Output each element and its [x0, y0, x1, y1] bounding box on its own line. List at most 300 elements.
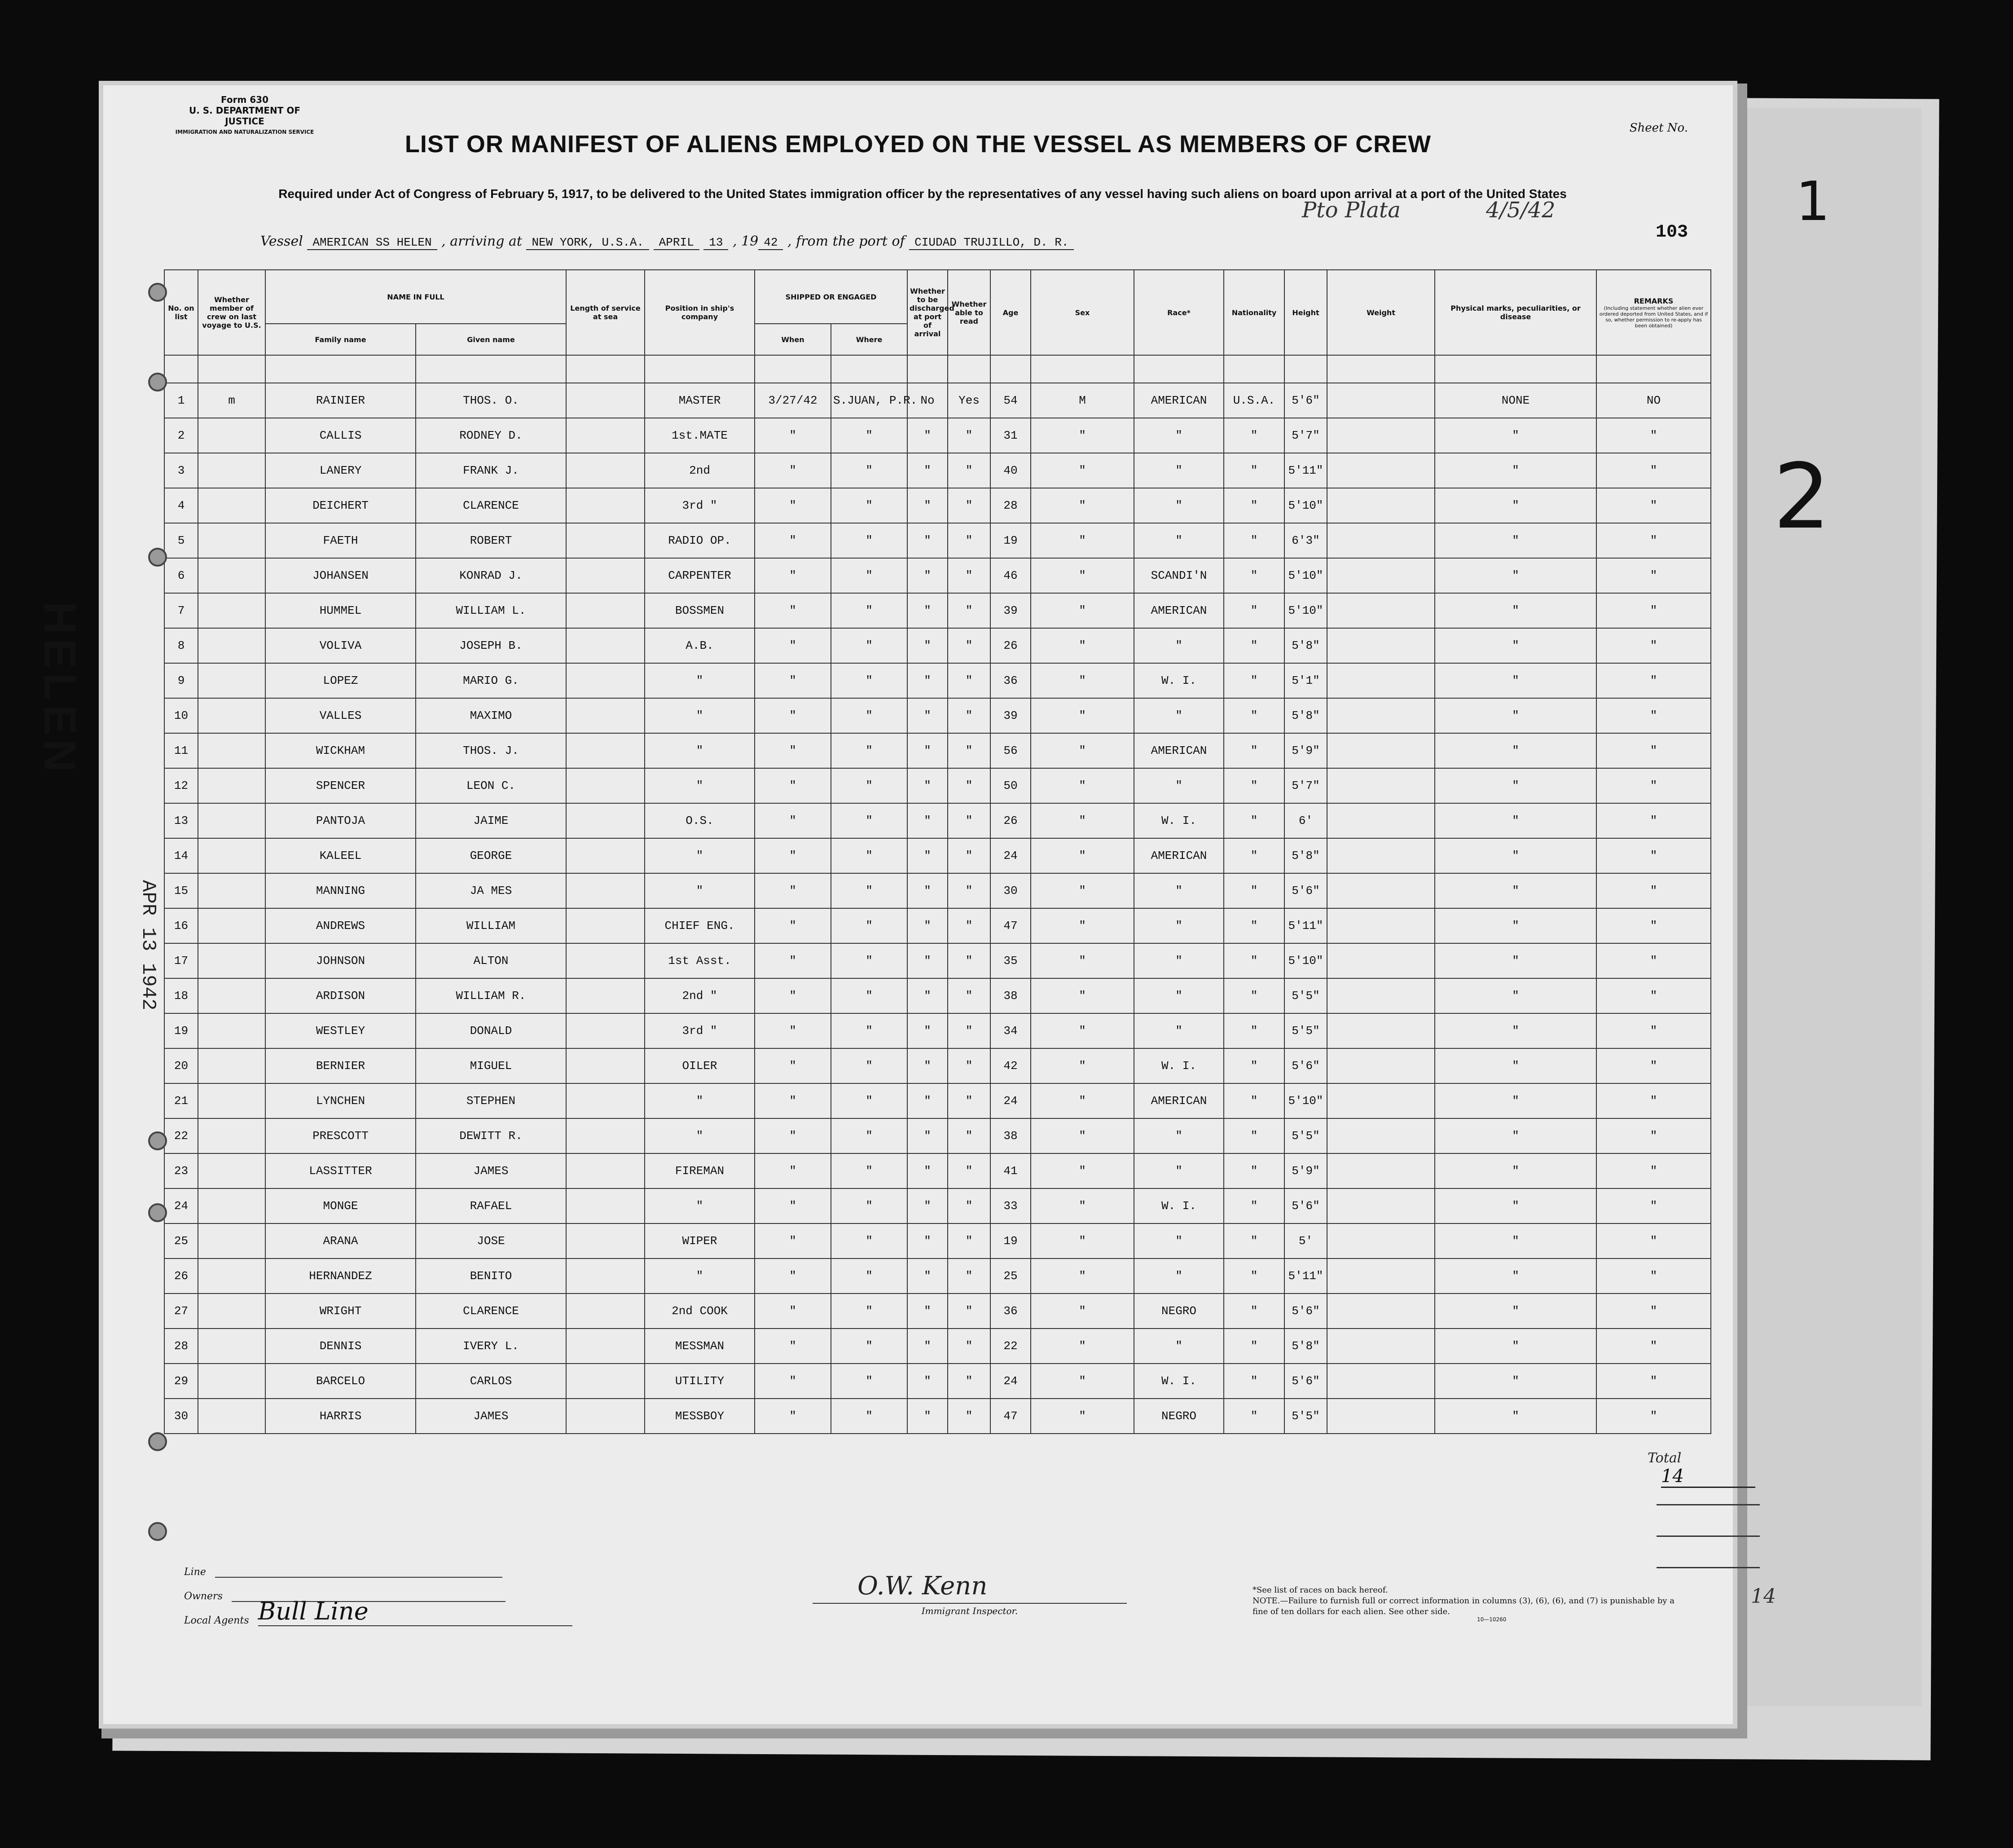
cell-age: 34 [990, 1013, 1031, 1048]
cell-nationality: " [1224, 1118, 1284, 1153]
cell-age: 26 [990, 803, 1031, 838]
cell-prev [198, 663, 265, 698]
cell-age: 24 [990, 1364, 1031, 1399]
cell-weight [1327, 453, 1435, 488]
cell-given: RAFAEL [416, 1188, 566, 1223]
cell-marks: " [1435, 1188, 1596, 1223]
cell-remarks: " [1596, 873, 1711, 908]
cell-position: BOSSMEN [645, 593, 755, 628]
cell-height: 5'5" [1284, 1399, 1327, 1434]
cell-family: DENNIS [265, 1329, 416, 1364]
service-name: IMMIGRATION AND NATURALIZATION SERVICE [175, 129, 314, 135]
cell-nationality: " [1224, 768, 1284, 803]
cell-family: LANERY [265, 453, 416, 488]
cell-when: " [755, 803, 831, 838]
cell-read: " [948, 908, 990, 943]
cell-prev [198, 1118, 265, 1153]
col-header-given-name: Given name [416, 324, 566, 355]
cell-read: " [948, 873, 990, 908]
cell-discharged: " [907, 453, 948, 488]
crew-row [164, 488, 1711, 523]
cell-read: " [948, 1258, 990, 1294]
cell-prev [198, 803, 265, 838]
cell-discharged: " [907, 593, 948, 628]
cell-race: W. I. [1134, 1364, 1224, 1399]
cell-height: 5'6" [1284, 1364, 1327, 1399]
page-number: 103 [1655, 222, 1688, 242]
manifest-sheet [103, 85, 1733, 1724]
cell-read: " [948, 768, 990, 803]
cell-no: 30 [164, 1399, 198, 1434]
cell-marks: " [1435, 1364, 1596, 1399]
cell-marks: " [1435, 1013, 1596, 1048]
cell-when: " [755, 1258, 831, 1294]
cell-where: " [831, 838, 907, 873]
cell-no: 11 [164, 733, 198, 768]
cell-service [566, 1048, 645, 1083]
cell-given: THOS. O. [416, 383, 566, 418]
cell-age: 47 [990, 1399, 1031, 1434]
cell-discharged: " [907, 418, 948, 453]
cell-height: 5'6" [1284, 1188, 1327, 1223]
cell-sex: " [1031, 698, 1134, 733]
cell-remarks: " [1596, 1329, 1711, 1364]
cell-service [566, 593, 645, 628]
cell-service [566, 663, 645, 698]
cell-prev [198, 1258, 265, 1294]
cell-position: 3rd " [645, 1013, 755, 1048]
cell-sex: " [1031, 1364, 1134, 1399]
cell-service [566, 628, 645, 663]
cell-remarks: " [1596, 1083, 1711, 1118]
cell-marks: " [1435, 978, 1596, 1013]
cell-prev [198, 488, 265, 523]
cell-position: CARPENTER [645, 558, 755, 593]
cell-service [566, 453, 645, 488]
year-prefix: , 19 [733, 233, 759, 249]
cell-given: ALTON [416, 943, 566, 978]
form-code: 10—10260 [1477, 1616, 1507, 1623]
cell-family: ANDREWS [265, 908, 416, 943]
cell-where: " [831, 558, 907, 593]
cell-no: 13 [164, 803, 198, 838]
cell-height: 5' [1284, 1223, 1327, 1258]
cell-position: " [645, 1083, 755, 1118]
cell-remarks: " [1596, 1399, 1711, 1434]
cell-family: JOHANSEN [265, 558, 416, 593]
crew-row [164, 1258, 1711, 1294]
cell-height: 5'10" [1284, 1083, 1327, 1118]
cell-when: " [755, 908, 831, 943]
vessel-name-stamp: HELEN [35, 602, 85, 776]
cell-no: 9 [164, 663, 198, 698]
crew-row [164, 1223, 1711, 1258]
cell-discharged: " [907, 1118, 948, 1153]
cell-prev [198, 1329, 265, 1364]
cell-no: 5 [164, 523, 198, 558]
cell-prev [198, 733, 265, 768]
cell-read: " [948, 1083, 990, 1118]
col-header-age: Age [990, 270, 1031, 355]
cell-remarks: " [1596, 1013, 1711, 1048]
crew-row [164, 1294, 1711, 1329]
cell-no: 24 [164, 1188, 198, 1223]
cell-height: 5'10" [1284, 943, 1327, 978]
cell-read: " [948, 558, 990, 593]
cell-remarks: " [1596, 803, 1711, 838]
punch-hole [148, 548, 167, 567]
cell-prev [198, 1013, 265, 1048]
cell-race: " [1134, 1258, 1224, 1294]
cell-position: MASTER [645, 383, 755, 418]
cell-when: " [755, 733, 831, 768]
cell-service [566, 768, 645, 803]
cell-height: 5'11" [1284, 453, 1327, 488]
cell-height: 5'7" [1284, 418, 1327, 453]
cell-weight [1327, 838, 1435, 873]
cell-position: " [645, 873, 755, 908]
cell-marks: " [1435, 838, 1596, 873]
cell-service [566, 1153, 645, 1188]
cell-race: " [1134, 768, 1224, 803]
cell-marks: " [1435, 1118, 1596, 1153]
cell-no: 22 [164, 1118, 198, 1153]
cell-marks: " [1435, 558, 1596, 593]
crew-row [164, 593, 1711, 628]
cell-race: NEGRO [1134, 1399, 1224, 1434]
cell-age: 30 [990, 873, 1031, 908]
cell-race: W. I. [1134, 1048, 1224, 1083]
cell-read: " [948, 1153, 990, 1188]
cell-given: CLARENCE [416, 488, 566, 523]
cell-position: UTILITY [645, 1364, 755, 1399]
cell-race: " [1134, 418, 1224, 453]
cell-race: " [1134, 523, 1224, 558]
cell-race: AMERICAN [1134, 733, 1224, 768]
cell-prev [198, 1048, 265, 1083]
cell-family: DEICHERT [265, 488, 416, 523]
cell-nationality: " [1224, 873, 1284, 908]
cell-sex: " [1031, 1153, 1134, 1188]
punch-hole [148, 1131, 167, 1150]
cell-height: 5'6" [1284, 383, 1327, 418]
cell-service [566, 978, 645, 1013]
cell-nationality: " [1224, 838, 1284, 873]
crew-row [164, 453, 1711, 488]
crew-row [164, 1013, 1711, 1048]
cell-nationality: " [1224, 1013, 1284, 1048]
cell-remarks: " [1596, 558, 1711, 593]
cell-race: " [1134, 698, 1224, 733]
cell-discharged: " [907, 1399, 948, 1434]
cell-no: 1 [164, 383, 198, 418]
cell-when: " [755, 523, 831, 558]
page-title: LIST OR MANIFEST OF ALIENS EMPLOYED ON THE VESSEL AS MEMBERS OF CREW [404, 131, 1432, 158]
margin-mark-2: 2 [1773, 444, 1831, 549]
cell-age: 33 [990, 1188, 1031, 1223]
cell-marks: " [1435, 1258, 1596, 1294]
crew-row [164, 1188, 1711, 1223]
cell-when: " [755, 663, 831, 698]
cell-marks: " [1435, 873, 1596, 908]
cell-discharged: No [907, 383, 948, 418]
cell-family: WICKHAM [265, 733, 416, 768]
arrival-day: 13 [703, 236, 728, 250]
cell-given: MIGUEL [416, 1048, 566, 1083]
handwritten-port: Pto Plata [1302, 198, 1401, 223]
cell-marks: " [1435, 1048, 1596, 1083]
cell-read: " [948, 1329, 990, 1364]
cell-discharged: " [907, 1083, 948, 1118]
cell-sex: " [1031, 628, 1134, 663]
cell-no: 18 [164, 978, 198, 1013]
cell-given: JAMES [416, 1399, 566, 1434]
cell-family: WRIGHT [265, 1294, 416, 1329]
crew-row [164, 628, 1711, 663]
from-label: , from the port of [787, 233, 905, 249]
cell-nationality: " [1224, 1329, 1284, 1364]
cell-height: 5'9" [1284, 1153, 1327, 1188]
cell-race: " [1134, 453, 1224, 488]
cell-marks: " [1435, 593, 1596, 628]
col-header-remarks [1596, 270, 1711, 355]
cell-given: JOSE [416, 1223, 566, 1258]
cell-weight [1327, 383, 1435, 418]
cell-service [566, 1399, 645, 1434]
cell-nationality: " [1224, 628, 1284, 663]
cell-service [566, 523, 645, 558]
cell-read: " [948, 978, 990, 1013]
cell-discharged: " [907, 908, 948, 943]
cell-where: " [831, 1223, 907, 1258]
cell-prev [198, 1188, 265, 1223]
crew-row [164, 873, 1711, 908]
arriving-label: , arriving at [441, 233, 522, 249]
cell-given: LEON C. [416, 768, 566, 803]
cell-when: " [755, 873, 831, 908]
cell-nationality: " [1224, 1364, 1284, 1399]
col-header-service: Length of service at sea [566, 270, 645, 355]
cell-no: 2 [164, 418, 198, 453]
cell-weight [1327, 768, 1435, 803]
cell-given: WILLIAM R. [416, 978, 566, 1013]
cell-age: 42 [990, 1048, 1031, 1083]
cell-family: ARDISON [265, 978, 416, 1013]
cell-height: 5'5" [1284, 1118, 1327, 1153]
cell-marks: NONE [1435, 383, 1596, 418]
cell-no: 8 [164, 628, 198, 663]
cell-position: " [645, 733, 755, 768]
cell-height: 5'10" [1284, 558, 1327, 593]
cell-remarks: " [1596, 418, 1711, 453]
cell-nationality: " [1224, 1258, 1284, 1294]
cell-when: 3/27/42 [755, 383, 831, 418]
cell-nationality: " [1224, 1294, 1284, 1329]
cell-weight [1327, 908, 1435, 943]
cell-height: 6' [1284, 803, 1327, 838]
cell-age: 31 [990, 418, 1031, 453]
crew-row [164, 523, 1711, 558]
cell-race: " [1134, 488, 1224, 523]
cell-given: WILLIAM [416, 908, 566, 943]
cell-prev [198, 1083, 265, 1118]
cell-remarks: " [1596, 523, 1711, 558]
cell-discharged: " [907, 768, 948, 803]
cell-when: " [755, 453, 831, 488]
cell-age: 41 [990, 1153, 1031, 1188]
cell-read: " [948, 1364, 990, 1399]
cell-remarks: " [1596, 593, 1711, 628]
cell-when: " [755, 488, 831, 523]
cell-discharged: " [907, 1364, 948, 1399]
cell-position: " [645, 698, 755, 733]
cell-sex: " [1031, 1329, 1134, 1364]
cell-age: 35 [990, 943, 1031, 978]
cell-where: " [831, 943, 907, 978]
crew-row [164, 838, 1711, 873]
cell-where: " [831, 978, 907, 1013]
crew-rows [164, 355, 1711, 1434]
cell-sex: " [1031, 838, 1134, 873]
cell-nationality: U.S.A. [1224, 383, 1284, 418]
cell-service [566, 803, 645, 838]
arrival-month: APRIL [654, 236, 699, 250]
cell-age: 22 [990, 1329, 1031, 1364]
cell-race: W. I. [1134, 663, 1224, 698]
cell-remarks: " [1596, 838, 1711, 873]
penalty-note: NOTE.—Failure to furnish full or correct information in columns (3), (6), (6), and (7) is punishable by a fine of ten dollars for each alien. See other side. [1253, 1596, 1675, 1616]
cell-race: " [1134, 978, 1224, 1013]
cell-given: RODNEY D. [416, 418, 566, 453]
from-port: CIUDAD TRUJILLO, D. R. [909, 236, 1074, 250]
cell-family: PRESCOTT [265, 1118, 416, 1153]
cell-nationality: " [1224, 698, 1284, 733]
cell-remarks: " [1596, 1223, 1711, 1258]
cell-age: 24 [990, 838, 1031, 873]
cell-no: 20 [164, 1048, 198, 1083]
cell-discharged: " [907, 523, 948, 558]
cell-remarks: " [1596, 1118, 1711, 1153]
cell-position: CHIEF ENG. [645, 908, 755, 943]
cell-race: W. I. [1134, 803, 1224, 838]
cell-age: 54 [990, 383, 1031, 418]
cell-when: " [755, 1013, 831, 1048]
cell-where: " [831, 1399, 907, 1434]
vessel-name: AMERICAN SS HELEN [307, 236, 437, 250]
cell-remarks: " [1596, 698, 1711, 733]
cell-discharged: " [907, 943, 948, 978]
col-header-family-name: Family name [265, 324, 416, 355]
cell-no: 27 [164, 1294, 198, 1329]
cell-discharged: " [907, 1153, 948, 1188]
cell-marks: " [1435, 803, 1596, 838]
cell-remarks: " [1596, 663, 1711, 698]
crew-row [164, 768, 1711, 803]
cell-weight [1327, 593, 1435, 628]
cell-marks: " [1435, 1294, 1596, 1329]
total-rule [1657, 1504, 1760, 1505]
cell-service [566, 838, 645, 873]
cell-marks: " [1435, 1223, 1596, 1258]
arriving-port: NEW YORK, U.S.A. [526, 236, 649, 250]
manifest-footer [184, 1553, 1710, 1626]
cell-age: 39 [990, 698, 1031, 733]
cell-prev [198, 873, 265, 908]
cell-remarks: " [1596, 768, 1711, 803]
crew-row [164, 1153, 1711, 1188]
cell-discharged: " [907, 838, 948, 873]
cell-family: VOLIVA [265, 628, 416, 663]
cell-position: " [645, 1258, 755, 1294]
cell-race: " [1134, 1153, 1224, 1188]
cell-height: 5'1" [1284, 663, 1327, 698]
cell-age: 19 [990, 523, 1031, 558]
cell-weight [1327, 663, 1435, 698]
cell-height: 5'8" [1284, 698, 1327, 733]
cell-where: " [831, 1188, 907, 1223]
cell-marks: " [1435, 733, 1596, 768]
crew-row [164, 978, 1711, 1013]
cell-prev [198, 1399, 265, 1434]
cell-prev: m [198, 383, 265, 418]
cell-race: " [1134, 873, 1224, 908]
cell-where: " [831, 1153, 907, 1188]
cell-weight [1327, 488, 1435, 523]
cell-position: WIPER [645, 1223, 755, 1258]
crew-row [164, 1399, 1711, 1434]
cell-sex: " [1031, 453, 1134, 488]
cell-no: 28 [164, 1329, 198, 1364]
cell-marks: " [1435, 943, 1596, 978]
cell-race: " [1134, 1329, 1224, 1364]
page-subtitle: Required under Act of Congress of February 5, 1917, to be delivered to the United States immigration officer by the representatives of any vessel having such aliens on board upon arrival at a port of the United States [278, 187, 1567, 201]
cell-nationality: " [1224, 733, 1284, 768]
cell-nationality: " [1224, 523, 1284, 558]
cell-sex: " [1031, 418, 1134, 453]
handwritten-date: 4/5/42 [1486, 198, 1556, 223]
cell-discharged: " [907, 1188, 948, 1223]
cell-prev [198, 768, 265, 803]
cell-position: 2nd COOK [645, 1294, 755, 1329]
cell-nationality: " [1224, 1083, 1284, 1118]
cell-given: JAIME [416, 803, 566, 838]
agents-signature: Bull Line [258, 1597, 572, 1626]
cell-no: 14 [164, 838, 198, 873]
cell-service [566, 488, 645, 523]
cell-where: " [831, 1118, 907, 1153]
punch-hole [148, 283, 167, 302]
cell-position: MESSMAN [645, 1329, 755, 1364]
cell-prev [198, 1223, 265, 1258]
cell-weight [1327, 1153, 1435, 1188]
cell-where: " [831, 628, 907, 663]
crew-row [164, 1118, 1711, 1153]
cell-marks: " [1435, 488, 1596, 523]
cell-race: " [1134, 943, 1224, 978]
cell-family: ARANA [265, 1223, 416, 1258]
crew-row [164, 698, 1711, 733]
cell-where: " [831, 733, 907, 768]
cell-weight [1327, 978, 1435, 1013]
cell-where: " [831, 663, 907, 698]
cell-nationality: " [1224, 488, 1284, 523]
cell-nationality: " [1224, 943, 1284, 978]
cell-remarks: " [1596, 733, 1711, 768]
cell-service [566, 873, 645, 908]
line-label: Line [184, 1566, 206, 1578]
cell-given: DONALD [416, 1013, 566, 1048]
cell-age: 56 [990, 733, 1031, 768]
